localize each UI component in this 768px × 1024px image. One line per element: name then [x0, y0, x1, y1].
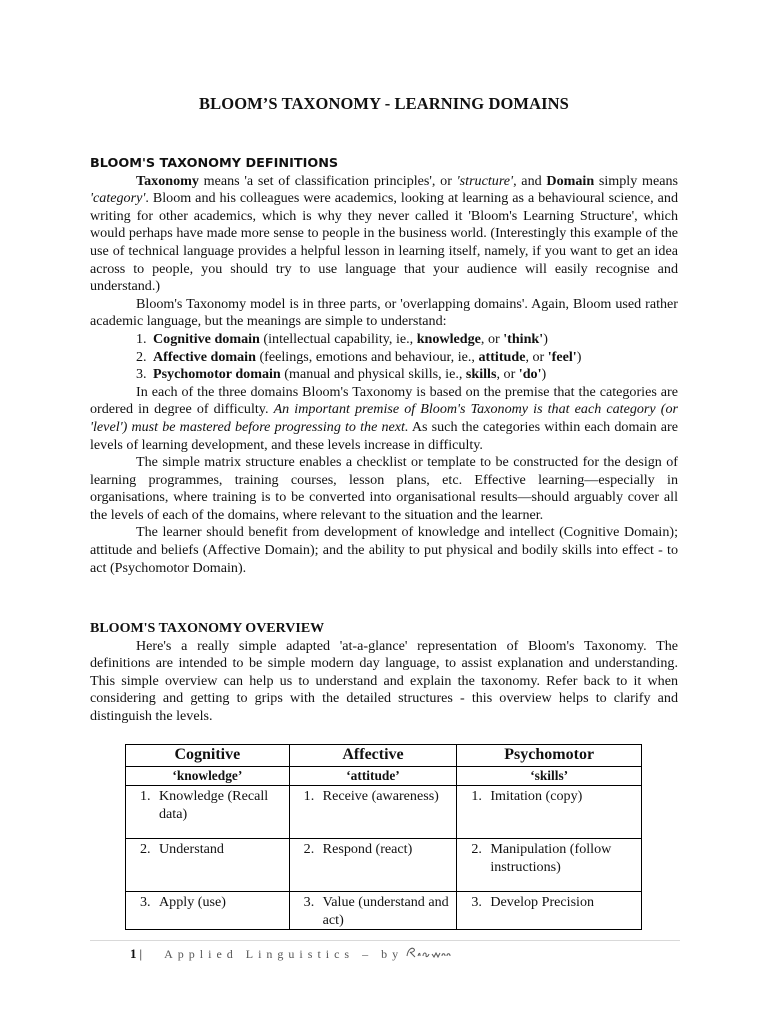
table-subheader-row	[126, 767, 642, 786]
footer-divider	[90, 940, 680, 941]
table-cell: 3. Value (understand and act)	[289, 892, 457, 930]
paragraph-matrix: The simple matrix structure enables a checklist or template to be constructed for the design of learning programmes, training courses, lesson plans, etc. Effective learning—especially in organisations, where training is to be converted into organisational results—should arguably cover all the levels of each of the domains, where relevant to the situation and the learner.	[90, 454, 678, 523]
table-cell: 3. Develop Precision	[457, 892, 642, 930]
taxonomy-table	[125, 744, 642, 930]
header-affective: Affective	[289, 745, 457, 767]
subheader-attitude: ‘attitude’	[289, 767, 457, 786]
list-item-psychomotor: 3. Psychomotor domain (manual and physical skills, ie., skills, or 'do')	[136, 366, 547, 383]
table-row	[126, 786, 642, 839]
list-item-affective: 2. Affective domain (feelings, emotions and behaviour, ie., attitude, or 'feel')	[136, 348, 582, 365]
domains-list	[90, 331, 678, 384]
subheader-knowledge: ‘knowledge’	[126, 767, 290, 786]
table-cell: 3. Apply (use)	[126, 892, 290, 930]
paragraph-overview: Here's a really simple adapted 'at-a-glance' representation of Bloom's Taxonomy. The definitions are intended to be simple modern day language, to assist explanation and understanding. This simple overview can help us to understand and explain the taxonomy. Refer back to it when considering and getting to grips with the detailed structures - this overview helps to clarify and distinguish the levels.	[90, 637, 678, 724]
overview-section	[90, 620, 678, 726]
author-signature-logo	[405, 945, 451, 963]
table-row	[126, 839, 642, 892]
page-number: 1	[130, 946, 137, 961]
table-cell: 1. Imitation (copy)	[457, 786, 642, 839]
definitions-section	[90, 155, 678, 577]
table-row	[126, 892, 642, 930]
footer-separator: |	[139, 946, 143, 961]
paragraph-taxonomy-meaning: Taxonomy means 'a set of classification principles', or 'structure', and Domain simply means 'category'. Bloom and his colleagues were academics, looking at learning as a behavioural science, and writing for other academics, which is why they never called it 'Bloom's Learning Structure', which would perhaps have made more sense to people in the business world. (Interestingly this example of the use of technical language provides a helpful lesson in learning itself, namely, if you want to get an idea across to people, you should try to use language that your audience will easily recognise and understand.)	[90, 172, 678, 295]
table-header-row	[126, 745, 642, 767]
table-cell: 1. Knowledge (Recall data)	[126, 786, 290, 839]
subheader-skills: ‘skills’	[457, 767, 642, 786]
list-item-cognitive: 1. Cognitive domain (intellectual capability, ie., knowledge, or 'think')	[136, 330, 548, 347]
table-cell: 2. Understand	[126, 839, 290, 892]
paragraph-premise: In each of the three domains Bloom's Taxonomy is based on the premise that the categories are ordered in degree of difficulty. An important premise of Bloom's Taxonomy is that each category (or 'level') must be mastered before progressing to the next. As such the categories within each domain are levels of learning development, and these levels increase in difficulty.	[90, 383, 678, 453]
section-heading-definitions: BLOOM'S TAXONOMY DEFINITIONS	[90, 156, 339, 171]
page-title: BLOOM’S TAXONOMY - LEARNING DOMAINS	[199, 94, 569, 113]
table-cell: 2. Respond (react)	[289, 839, 457, 892]
header-psychomotor: Psychomotor	[457, 745, 642, 767]
footer-text: Applied Linguistics – by	[164, 946, 404, 961]
paragraph-three-parts: Bloom's Taxonomy model is in three parts, or 'overlapping domains'. Again, Bloom used rather academic language, but the meanings are simple to understand:	[90, 295, 678, 330]
table-cell: 2. Manipulation (follow instructions)	[457, 839, 642, 892]
section-heading-overview: BLOOM'S TAXONOMY OVERVIEW	[90, 621, 325, 636]
table-cell: 1. Receive (awareness)	[289, 786, 457, 839]
paragraph-learner-benefit: The learner should benefit from development of knowledge and intellect (Cognitive Domain); attitude and beliefs (Affective Domain); and the ability to put physical and bodily skills into effect - to act (Psychomotor Domain).	[90, 524, 678, 576]
header-cognitive: Cognitive	[126, 745, 290, 767]
page-footer	[130, 945, 451, 963]
